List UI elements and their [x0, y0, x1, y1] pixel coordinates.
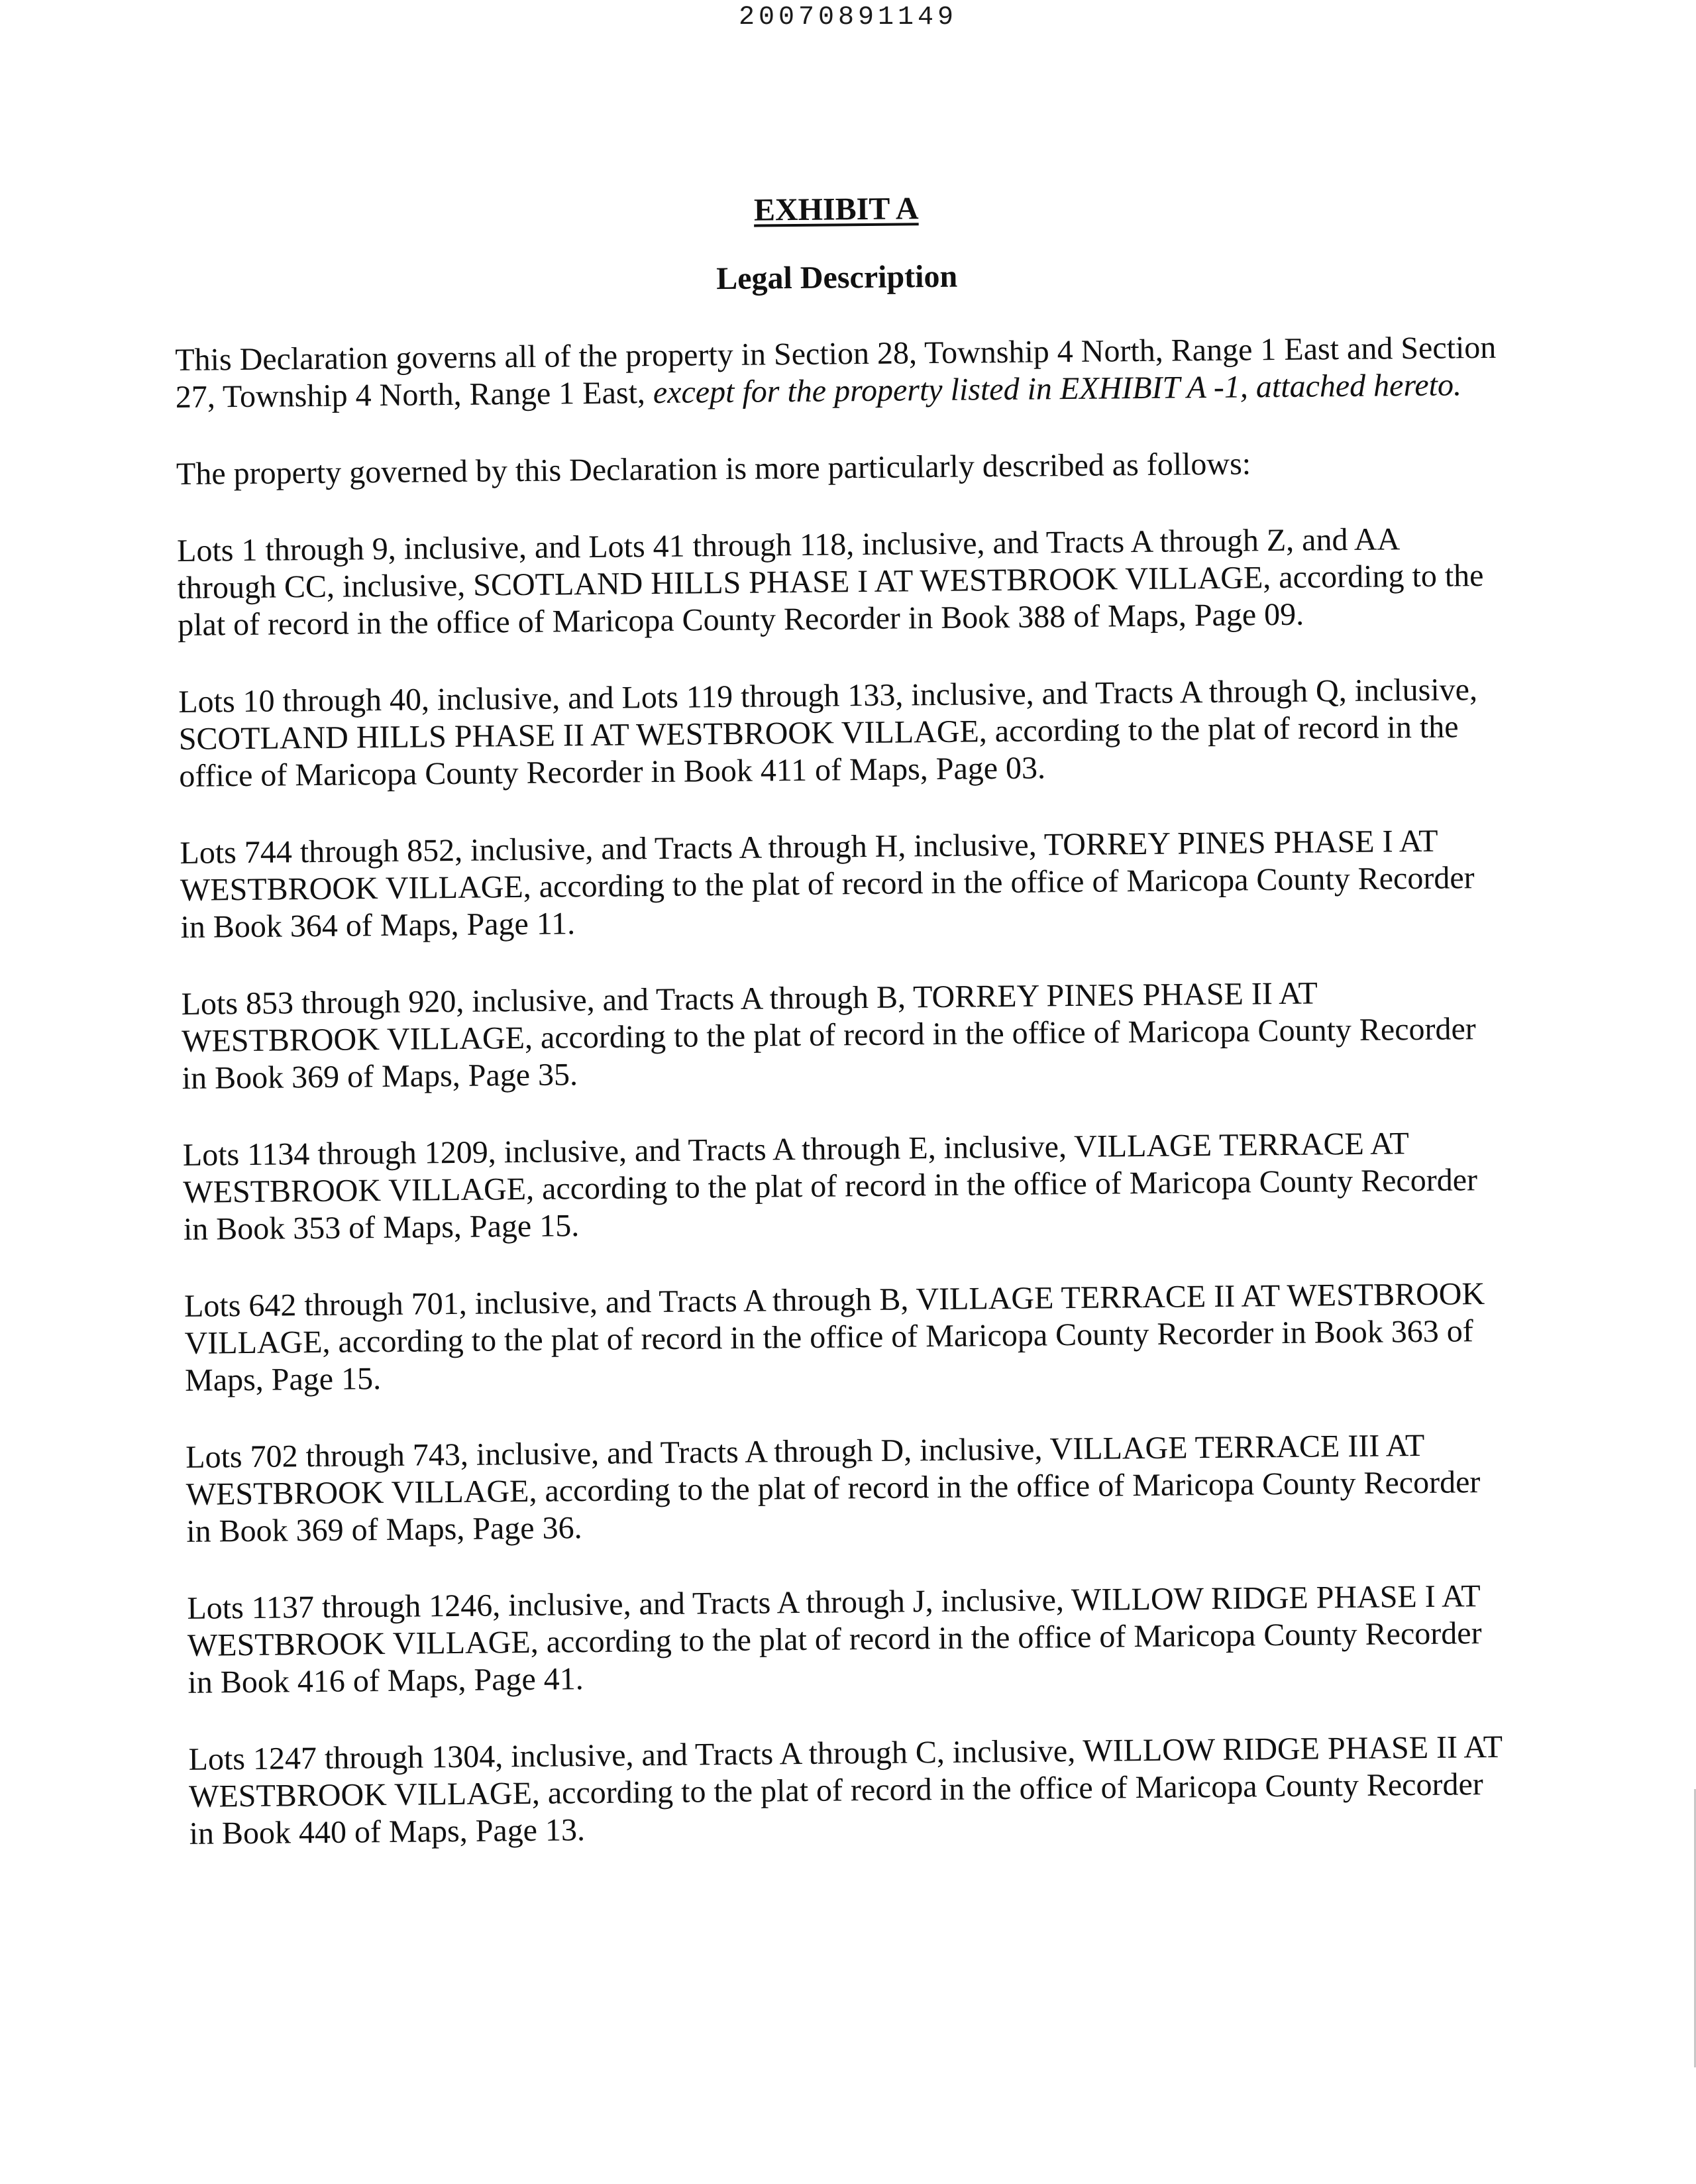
legal-paragraph-scotland-hills-1: Lots 1 through 9, inclusive, and Lots 41 through 118, inclusive, and Tracts A through Z, and AA through CC, inclusive, SCOTLAND HILLS PHASE I AT WESTBROOK VILLAGE, according to the plat of record in the office of Maricopa County Recorder in Book 388 of Maps, Page 09. — [176, 521, 1484, 643]
legal-paragraph-torrey-pines-2: Lots 853 through 920, inclusive, and Tracts A through B, TORREY PINES PHASE II AT WESTBROOK VILLAGE, according to the plat of record in the office of Maricopa County Recorder in Book 369 of Maps, Page 35. — [181, 975, 1477, 1096]
legal-paragraph-willow-ridge-1: Lots 1137 through 1246, inclusive, and Tracts A through J, inclusive, WILLOW RIDGE PHASE I AT WESTBROOK VILLAGE, according to the plat of record in the office of Maricopa County Recorder in Book 416 of Maps, Page 41. — [187, 1578, 1482, 1700]
legal-description-heading: Legal Description — [716, 258, 958, 296]
legal-paragraph-village-terrace-2: Lots 642 through 701, inclusive, and Tracts A through B, VILLAGE TERRACE II AT WESTBROOK VILLAGE, according to the plat of record in the office of Maricopa County Recorder in Book 363 of Maps, Page 15. — [184, 1276, 1485, 1398]
property-description-lead: The property governed by this Declaration is more particularly described as follows: — [176, 446, 1251, 492]
document-page — [174, 186, 1514, 1853]
intro-exception-text: except for the property listed in EXHIBIT A -1, attached hereto. — [653, 366, 1462, 410]
recording-number: 20070891149 — [738, 3, 958, 32]
legal-paragraph-village-terrace-1: Lots 1134 through 1209, inclusive, and Tracts A through E, inclusive, VILLAGE TERRACE AT WESTBROOK VILLAGE, according to the plat of record in the office of Maricopa County Recorder in Book 353 of Maps, Page 15. — [182, 1125, 1478, 1247]
legal-paragraph-village-terrace-3: Lots 702 through 743, inclusive, and Tracts A through D, inclusive, VILLAGE TERRACE III AT WESTBROOK VILLAGE, according to the plat of record in the office of Maricopa County Recorder in Book 369 of Maps, Page 36. — [185, 1427, 1481, 1549]
intro-text: This Declaration governs all of the property in Section 28, Township 4 North, Range 1 East and Section 27, Township 4 North, Range 1 East, — [175, 329, 1497, 415]
exhibit-title: EXHIBIT A — [753, 191, 919, 228]
intro-paragraph — [175, 329, 1501, 415]
legal-paragraph-scotland-hills-2: Lots 10 through 40, inclusive, and Lots 119 through 133, inclusive, and Tracts A through Q, inclusive, SCOTLAND HILLS PHASE II AT WESTBROOK VILLAGE, according to the plat of record in the office of Maricopa County Recorder in Book 411 of Maps, Page 03. — [178, 671, 1478, 794]
legal-paragraph-torrey-pines-1: Lots 744 through 852, inclusive, and Tracts A through H, inclusive, TORREY PINES PHASE I AT WESTBROOK VILLAGE, according to the plat of record in the office of Maricopa County Recorder in Book 364 of Maps, Page 11. — [180, 823, 1475, 945]
legal-paragraph-willow-ridge-2: Lots 1247 through 1304, inclusive, and Tracts A through C, inclusive, WILLOW RIDGE PHASE II AT WESTBROOK VILLAGE, according to the plat of record in the office of Maricopa County Recorder in Book 440 of Maps, Page 13. — [188, 1729, 1503, 1851]
